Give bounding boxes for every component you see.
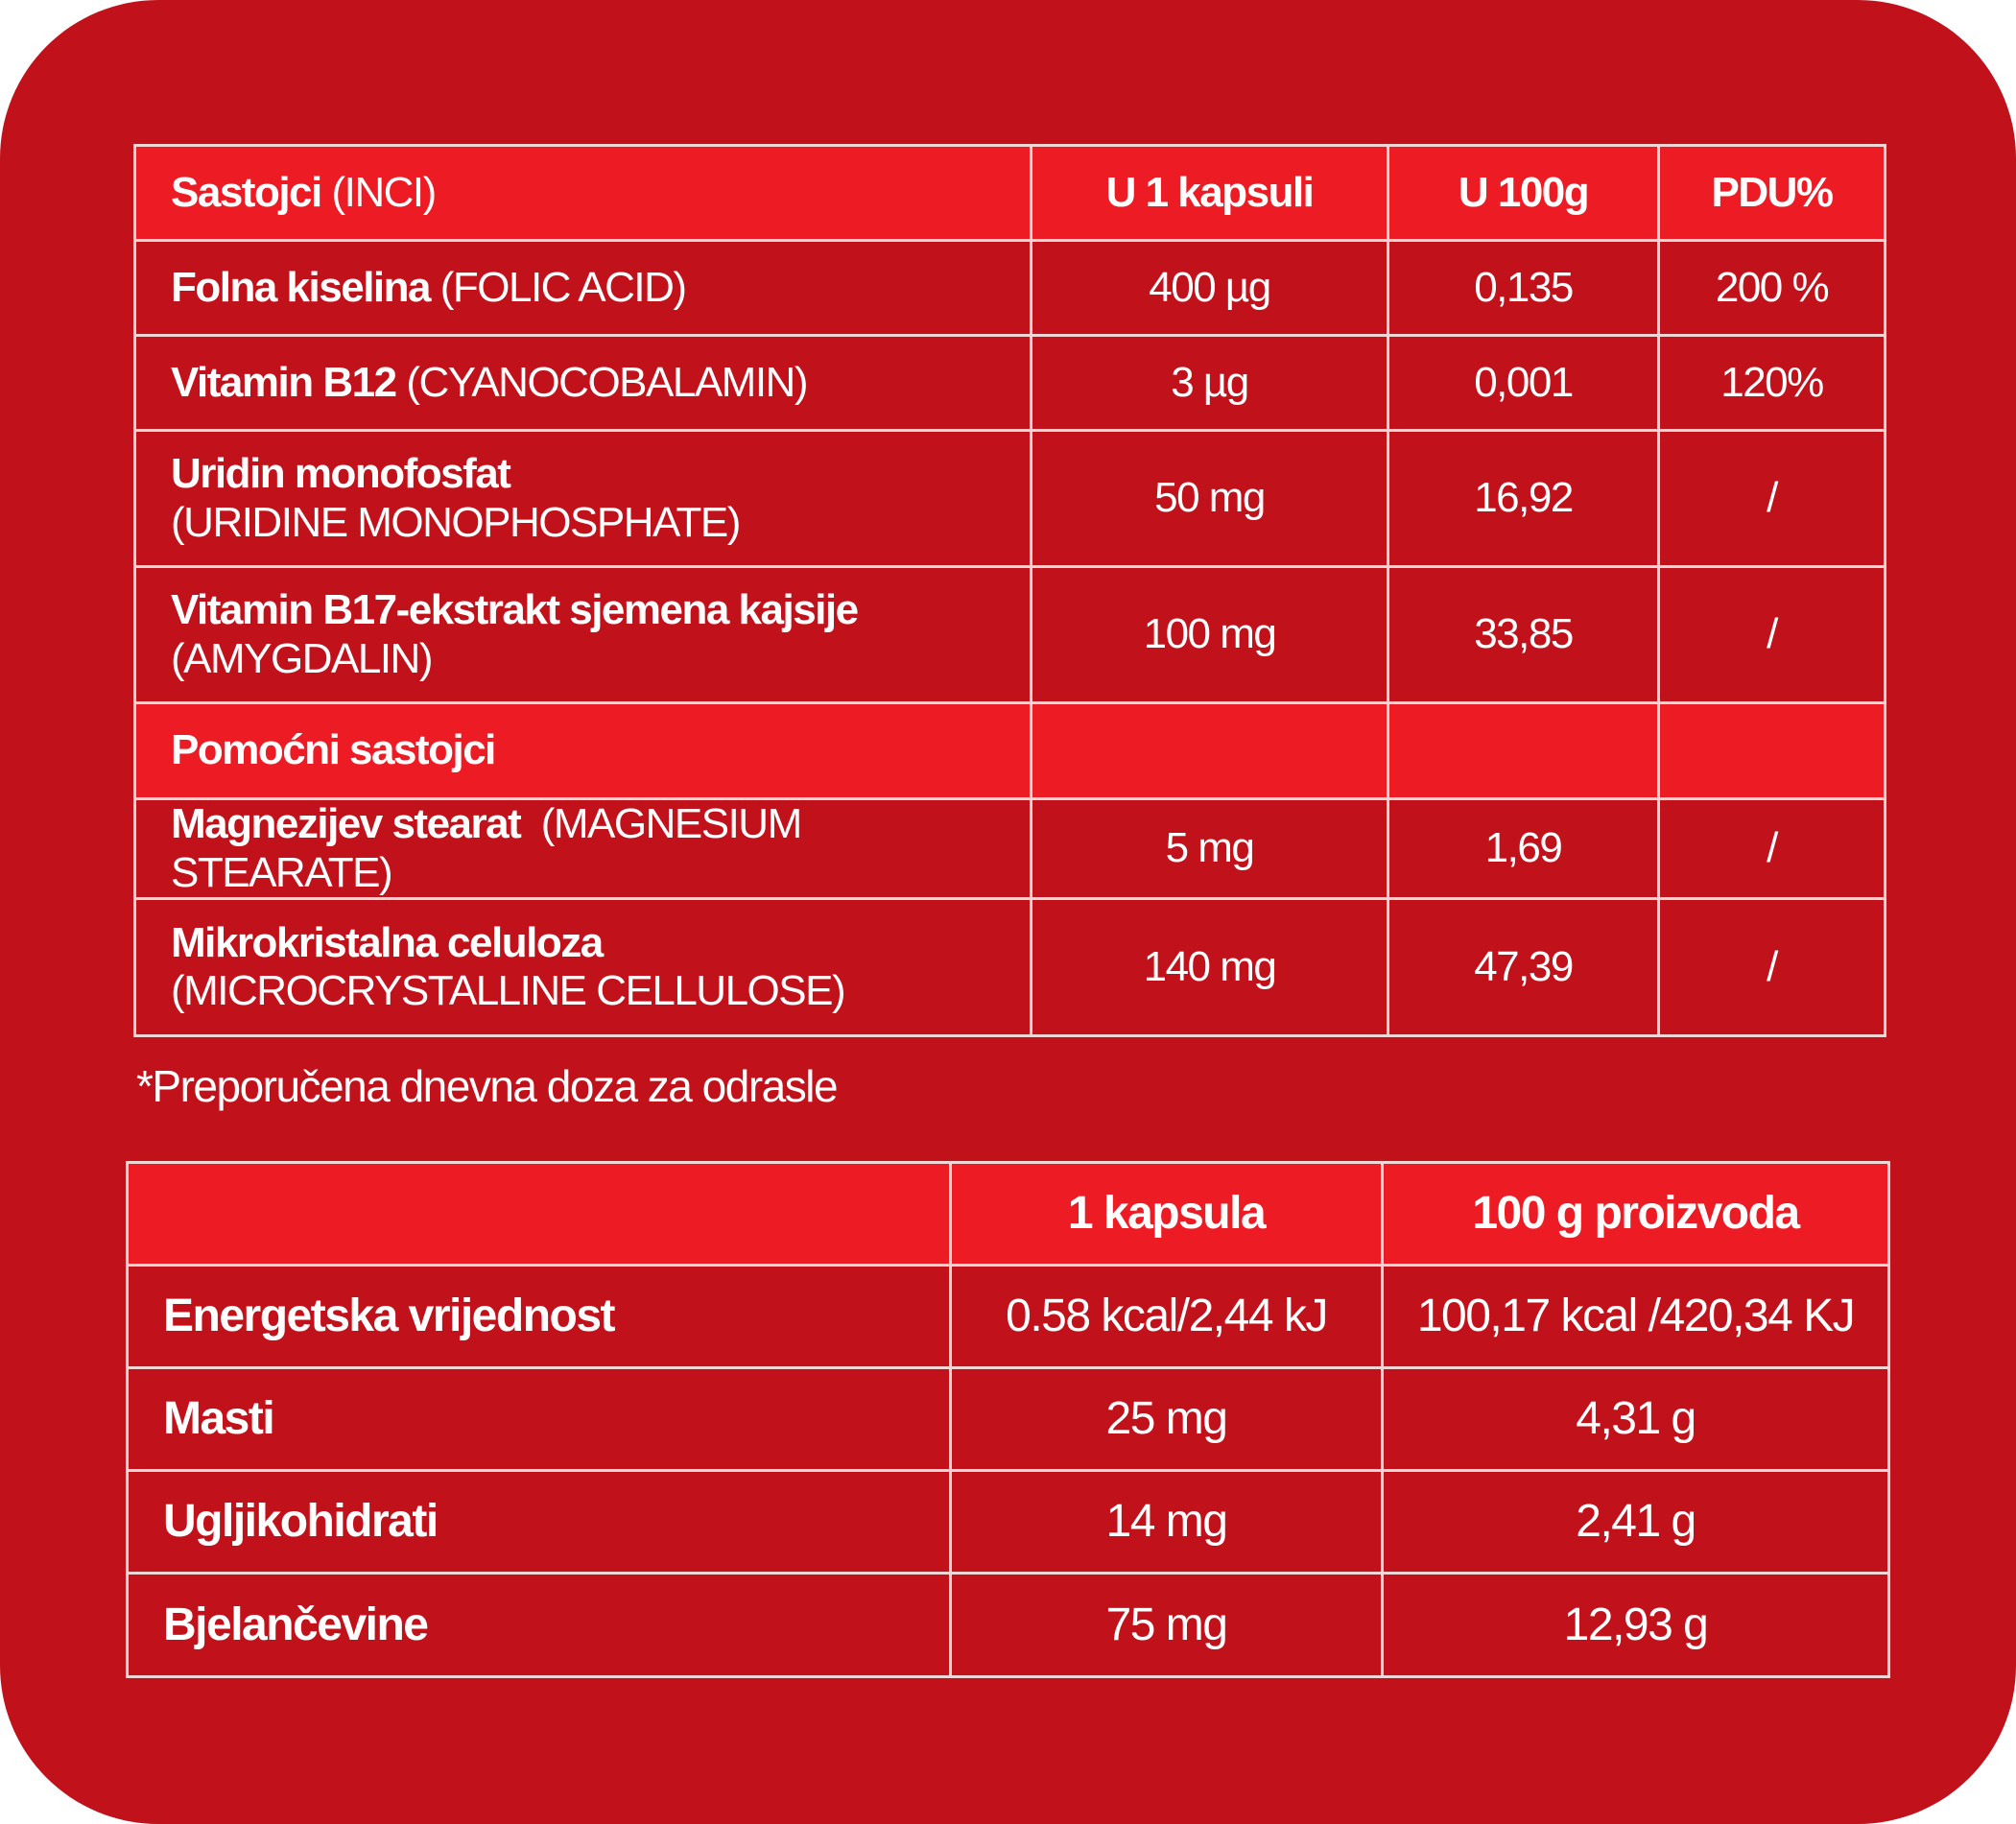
value-pdu: / <box>1659 431 1886 567</box>
nutrition-table <box>126 1161 1890 1678</box>
value-per-capsule: 140 mg <box>1032 899 1388 1036</box>
header-per-100g: U 100g <box>1388 146 1659 241</box>
value-per-100g: 47,39 <box>1388 899 1659 1036</box>
table-row <box>135 899 1886 1036</box>
nutrient-name: Bjelančevine <box>128 1574 951 1677</box>
table-row <box>135 567 1886 703</box>
value-per-100g: 12,93 g <box>1383 1574 1889 1677</box>
value-per-100g: 0,001 <box>1388 336 1659 431</box>
table-row <box>128 1266 1889 1368</box>
ingredient-name: Vitamin B12 (CYANOCOBALAMIN) <box>135 336 1032 431</box>
value-per-capsule: 400 µg <box>1032 241 1388 336</box>
value-per-capsule: 25 mg <box>951 1368 1383 1471</box>
value-pdu: 200 % <box>1659 241 1886 336</box>
value-per-capsule: 75 mg <box>951 1574 1383 1677</box>
value-pdu: 120% <box>1659 336 1886 431</box>
ingredients-table <box>133 144 1886 1037</box>
value-per-100g: 16,92 <box>1388 431 1659 567</box>
ingredient-name: Mikrokristalna celuloza (MICROCRYSTALLINE CELLULOSE) <box>135 899 1032 1036</box>
header-pdu: PDU% <box>1659 146 1886 241</box>
ingredient-name: Uridin monofosfat (URIDINE MONOPHOSPHATE) <box>135 431 1032 567</box>
value-per-100g: 4,31 g <box>1383 1368 1889 1471</box>
value-per-capsule: 14 mg <box>951 1471 1383 1574</box>
nutrient-name: Ugljikohidrati <box>128 1471 951 1574</box>
footnote: *Preporučena dnevna doza za odrasle <box>136 1061 838 1111</box>
empty-cell <box>1032 703 1388 799</box>
ingredient-name: Folna kiselina (FOLIC ACID) <box>135 241 1032 336</box>
value-per-100g: 2,41 g <box>1383 1471 1889 1574</box>
value-pdu: / <box>1659 899 1886 1036</box>
header-per-100g: 100 g proizvoda <box>1383 1163 1889 1266</box>
table-row <box>128 1574 1889 1677</box>
nutrient-name: Masti <box>128 1368 951 1471</box>
value-per-capsule: 100 mg <box>1032 567 1388 703</box>
empty-cell <box>1659 703 1886 799</box>
header-per-capsule: U 1 kapsuli <box>1032 146 1388 241</box>
table-row <box>128 1368 1889 1471</box>
section-label: Pomoćni sastojci <box>135 703 1032 799</box>
table-row <box>135 241 1886 336</box>
table-header-row <box>135 146 1886 241</box>
value-per-100g: 33,85 <box>1388 567 1659 703</box>
value-per-100g: 0,135 <box>1388 241 1659 336</box>
empty-cell <box>128 1163 951 1266</box>
table-row <box>135 799 1886 899</box>
table-row <box>135 431 1886 567</box>
header-ingredients: Sastojci (INCI) <box>135 146 1032 241</box>
table-row <box>128 1471 1889 1574</box>
value-per-capsule: 0.58 kcal/2,44 kJ <box>951 1266 1383 1368</box>
table-header-row <box>128 1163 1889 1266</box>
header-per-capsule: 1 kapsula <box>951 1163 1383 1266</box>
table-row <box>135 336 1886 431</box>
value-per-capsule: 50 mg <box>1032 431 1388 567</box>
value-per-100g: 1,69 <box>1388 799 1659 899</box>
ingredient-name: Magnezijev stearat (MAGNESIUM STEARATE) <box>135 799 1032 899</box>
ingredient-name: Vitamin B17-ekstrakt sjemena kajsije (AMYGDALIN) <box>135 567 1032 703</box>
value-pdu: / <box>1659 799 1886 899</box>
value-per-100g: 100,17 kcal /420,34 KJ <box>1383 1266 1889 1368</box>
empty-cell <box>1388 703 1659 799</box>
value-pdu: / <box>1659 567 1886 703</box>
nutrient-name: Energetska vrijednost <box>128 1266 951 1368</box>
value-per-capsule: 5 mg <box>1032 799 1388 899</box>
value-per-capsule: 3 µg <box>1032 336 1388 431</box>
section-row <box>135 703 1886 799</box>
